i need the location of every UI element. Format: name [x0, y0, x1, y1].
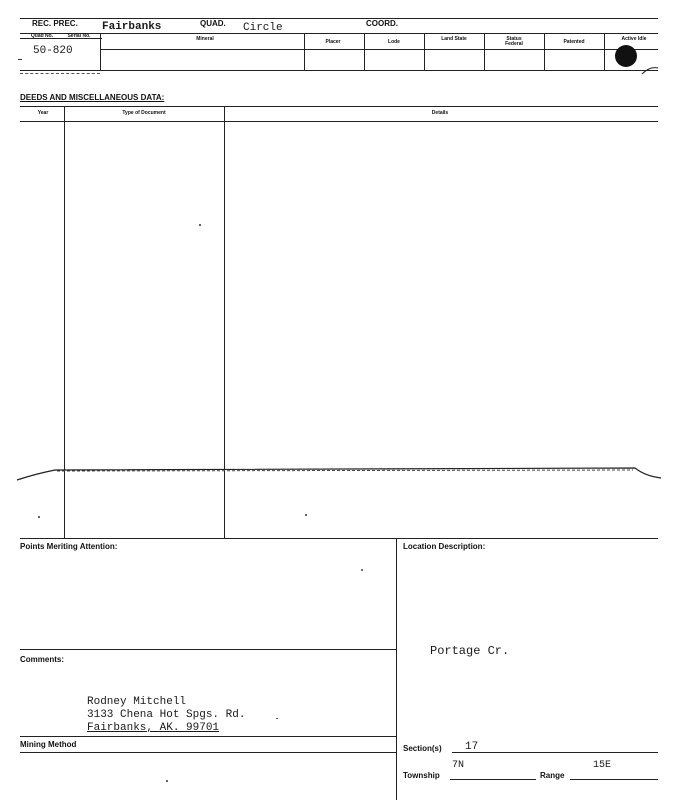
col-land-state: Land State: [441, 36, 467, 42]
quad-value: Circle: [243, 22, 283, 34]
col-quad-no: Quad No.: [30, 33, 54, 39]
col-serial-no: Serial No.: [67, 33, 91, 39]
location-description-value: Portage Cr.: [430, 644, 510, 658]
col-active-idle: Active Idle: [621, 36, 647, 42]
speck: [276, 718, 278, 719]
speck: [166, 780, 168, 782]
rec-prec-value: Fairbanks: [102, 21, 162, 33]
deeds-title: DEEDS AND MISCELLANEOUS DATA:: [20, 93, 165, 102]
points-meriting-attention-label: Points Meriting Attention:: [20, 542, 118, 551]
rec-prec-label: REC. PREC.: [32, 19, 78, 28]
col-status-federal: Status Federal: [505, 36, 523, 47]
speck: [361, 569, 363, 571]
quad-label: QUAD.: [200, 19, 226, 28]
col-placer: Placer: [325, 39, 341, 45]
col-patented: Patented: [563, 39, 585, 45]
township-label: Township: [403, 771, 440, 780]
speck: [199, 224, 201, 226]
col-year: Year: [37, 110, 49, 116]
range-value: 15E: [593, 760, 612, 771]
section-label: Section(s): [403, 744, 442, 753]
quad-no-value: 50-820: [33, 45, 73, 57]
comments-label: Comments:: [20, 655, 65, 664]
active-marker-dot: [615, 45, 637, 67]
comment-line-3: Fairbanks, AK. 99701: [87, 722, 220, 734]
speck: [38, 516, 40, 518]
coord-label: COORD.: [366, 19, 398, 28]
comment-line-1: Rodney Mitchell: [87, 696, 187, 708]
comment-line-2: 3133 Chena Hot Spgs. Rd.: [87, 709, 246, 721]
scan-dashes: [20, 70, 100, 74]
range-label: Range: [540, 771, 565, 780]
col-lode: Lode: [388, 39, 400, 45]
scan-dash-left: [18, 59, 22, 60]
location-description-label: Location Description:: [403, 542, 486, 551]
township-value: 7N: [452, 760, 465, 771]
tape-seam: [15, 460, 663, 490]
col-mineral: Mineral: [196, 36, 214, 42]
speck: [305, 514, 307, 516]
section-value: 17: [465, 741, 479, 753]
mining-method-label: Mining Method: [20, 740, 77, 749]
scan-mark-right: [640, 64, 660, 76]
col-details: Details: [431, 110, 449, 116]
col-type-of-document: Type of Document: [122, 110, 166, 116]
